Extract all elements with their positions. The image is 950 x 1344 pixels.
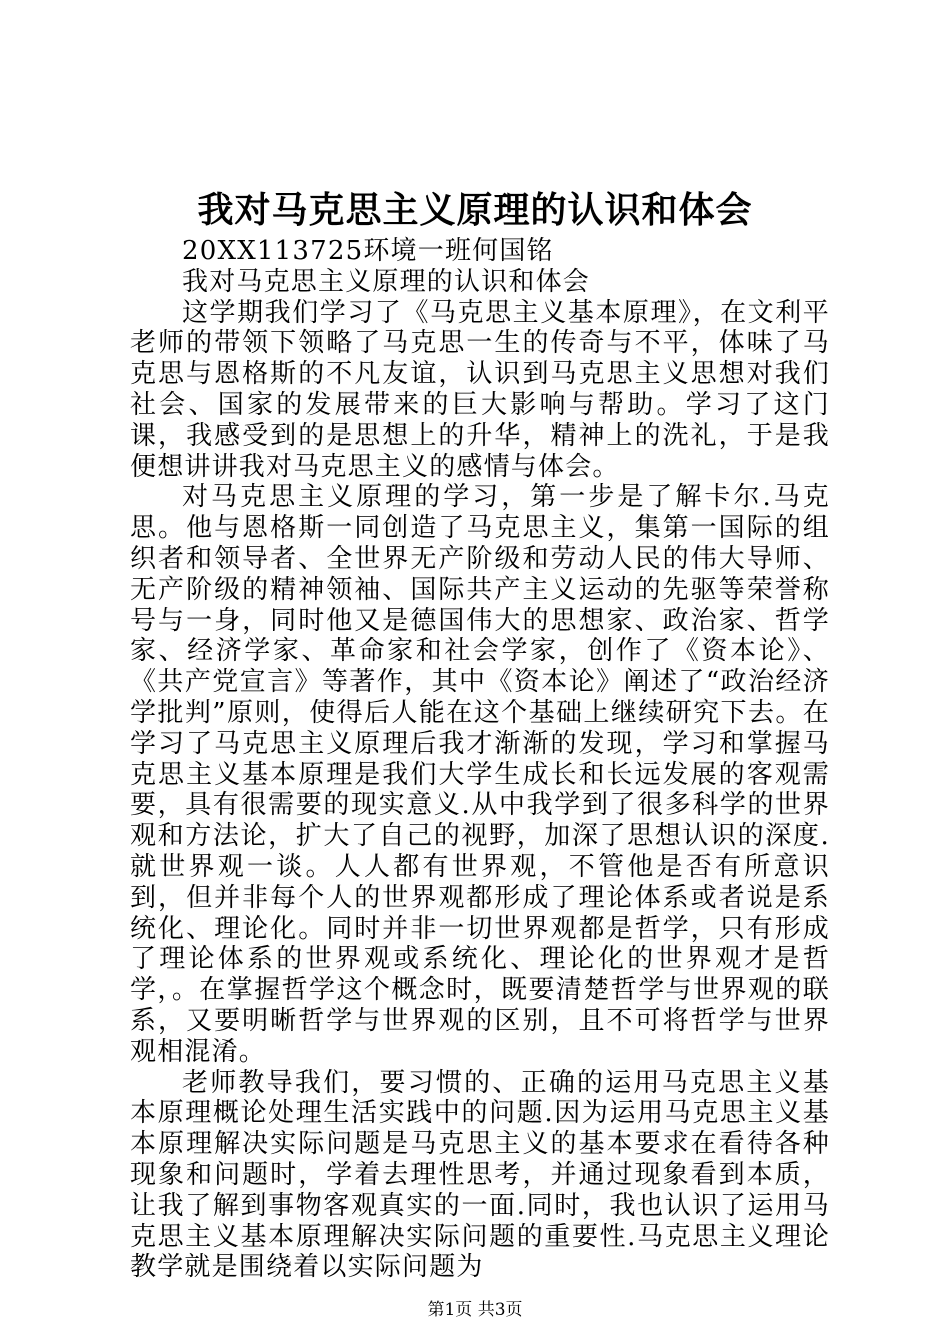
body-paragraph-2: 对马克思主义原理的学习，第一步是了解卡尔.马克思。他与恩格斯一同创造了马克思主义，集第一国际的组织者和领导者、全世界无产阶级和劳动人民的伟大导师、无产阶级的精神领袖、国际共产主义运动的先驱等荣誉称号与一身，同时他又是德国伟大的思想家、政治家、哲学家、经济学家、革命家和社会学家，创作了《资本论》、《共产党宣言》等著作，其中《资本论》阐述了“政治经济学批判”原则，使得后人能在这个基础上继续研究下去。在学习了马克思主义原理后我才渐渐的发现，学习和掌握马克思主义基本原理是我们大学生成长和长远发展的客观需要，具有很需要的现实意义.从中我学到了很多科学的世界观和方法论，扩大了自己的视野，加深了思想认识的深度.就世界观一谈。人人都有世界观，不管他是否有所意识到，但并非每个人的世界观都形成了理论体系或者说是系统化、理论化。同时并非一切世界观都是哲学，只有形成了理论体系的世界观或系统化、理论化的世界观才是哲学，。在掌握哲学这个概念时，既要清楚哲学与世界观的联系，又要明晰哲学与世界观的区别，且不可将哲学与世界观相混淆。 [130, 482, 830, 1067]
body-paragraph-1: 这学期我们学习了《马克思主义基本原理》，在文利平老师的带领下领略了马克思一生的传奇与不平，体味了马克思与恩格斯的不凡友谊，认识到马克思主义思想对我们社会、国家的发展带来的巨大影响与帮助。学习了这门课，我感受到的是思想上的升华，精神上的洗礼，于是我便想讲讲我对马克思主义的感情与体会。 [130, 297, 830, 482]
document-title: 我对马克思主义原理的认识和体会 [197, 189, 753, 231]
body-paragraph-3: 老师教导我们，要习惯的、正确的运用马克思主义基本原理概论处理生活实践中的问题.因为运用马克思主义基本原理解决实际问题是马克思主义的基本要求在看待各种现象和问题时，学着去理性思考，并通过现象看到本质，让我了解到事物客观真实的一面.同时，我也认识了运用马克思主义基本原理解决实际问题的重要性.马克思主义理论教学就是围绕着以实际问题为 [130, 1067, 830, 1283]
document-body [130, 236, 830, 1283]
author-line: 20XX113725环境一班何国铭 [182, 236, 554, 266]
page-footer: 第1页 共3页 [427, 1300, 523, 1320]
subtitle-line: 我对马克思主义原理的认识和体会 [182, 266, 591, 297]
